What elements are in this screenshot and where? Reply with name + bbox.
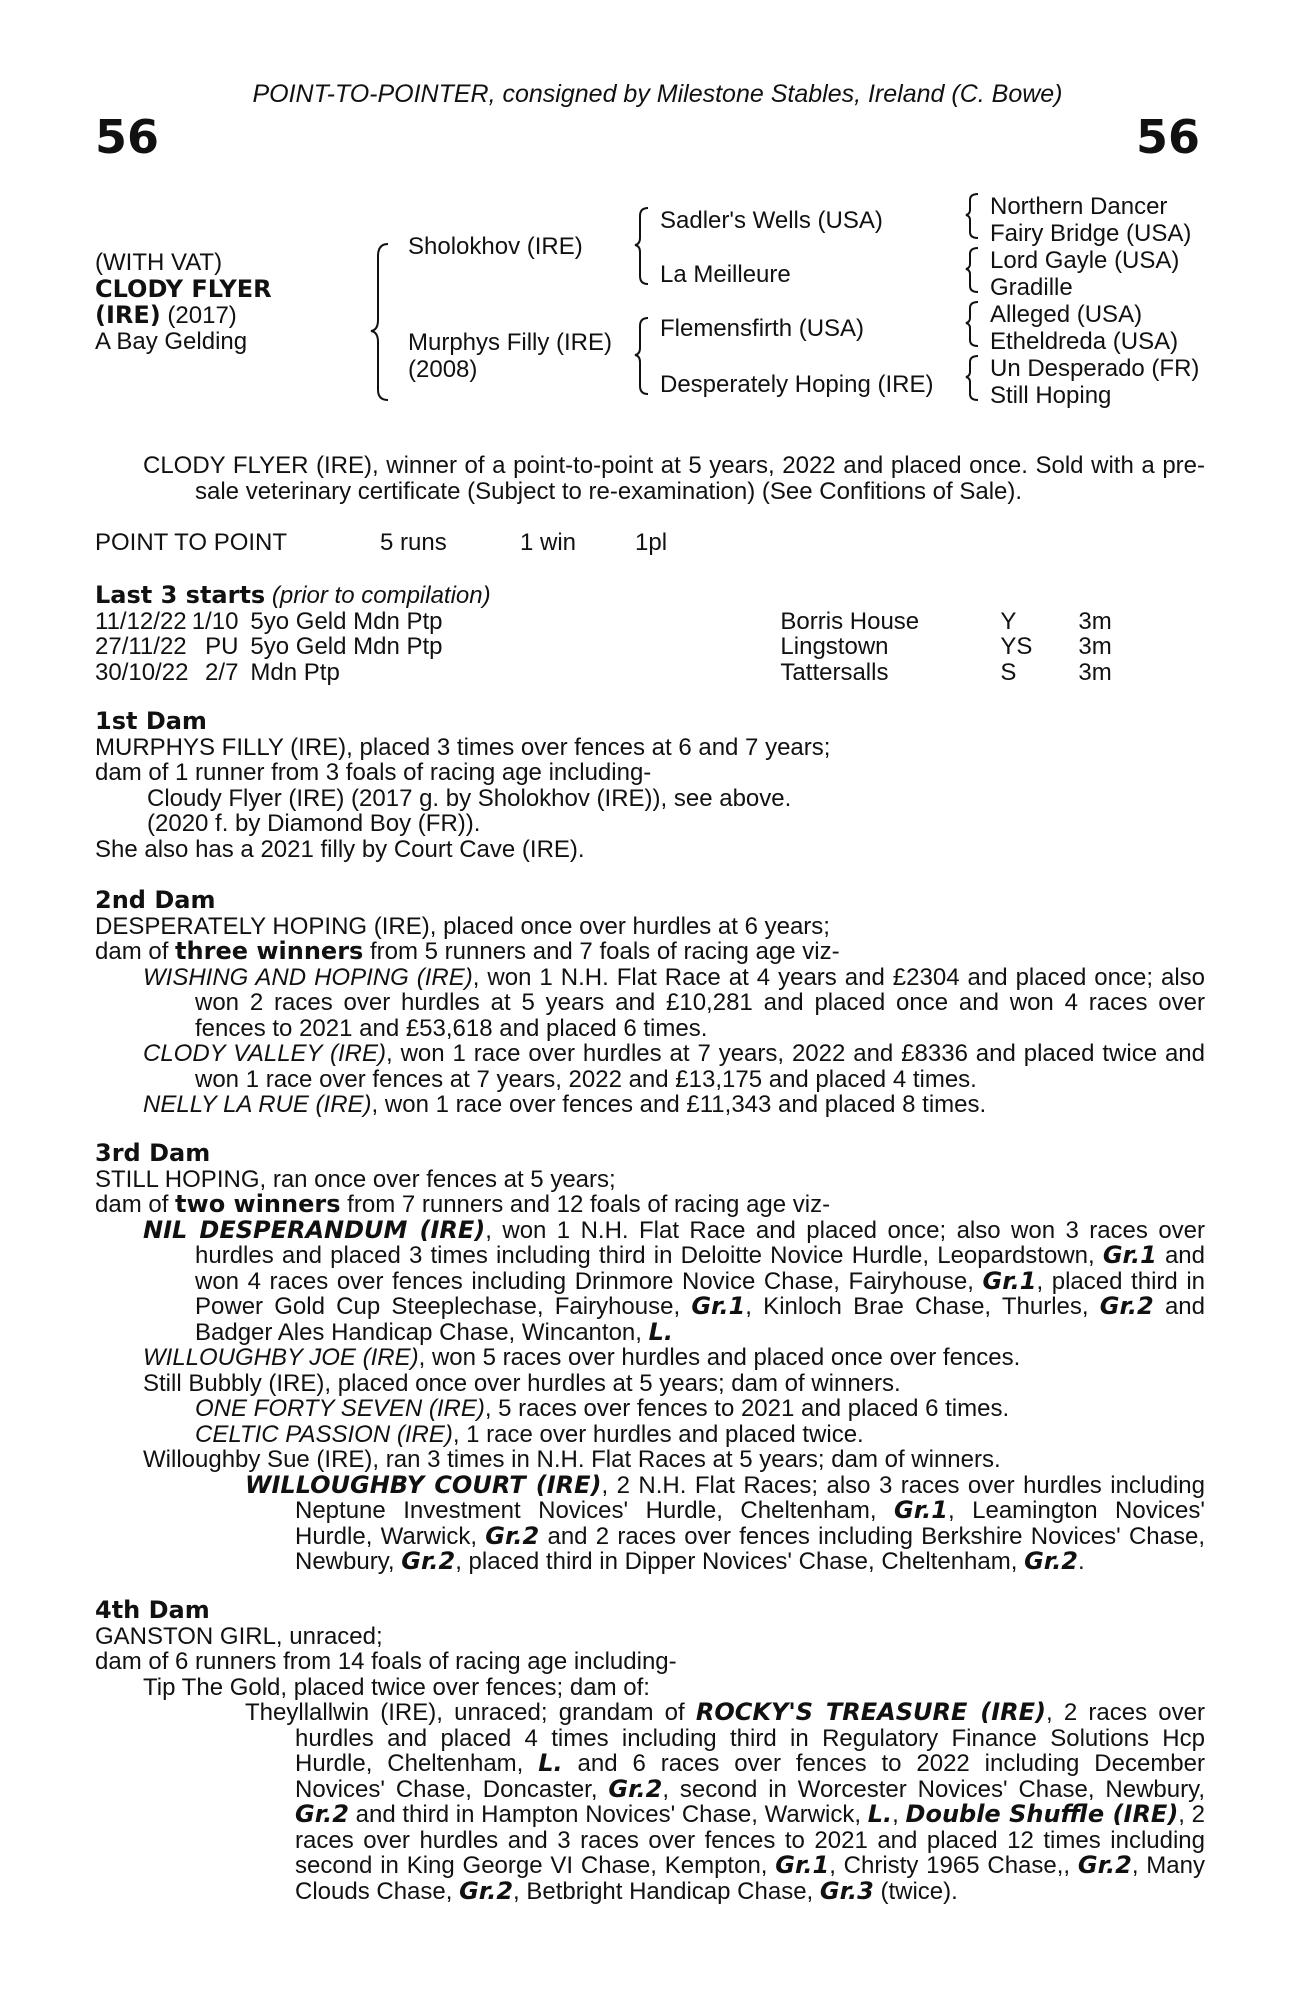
start-course: Lingstown: [780, 633, 889, 660]
start-position: PU: [205, 633, 239, 660]
horse-year: (2017): [167, 302, 237, 329]
third-dam-section: [95, 1141, 1205, 1575]
progeny-record: , 1 race over hurdles and placed twice.: [452, 1420, 864, 1448]
grand-progeny-entry: [95, 1396, 1205, 1422]
progeny-name: WISHING AND HOPING (IRE): [143, 963, 473, 991]
grade-badge: L.: [538, 1749, 563, 1777]
text-fragment: , Christy 1965 Chase,,: [829, 1852, 1078, 1879]
pedigree-brace-g1: [966, 194, 978, 238]
race-record: [95, 530, 667, 556]
pedigree-brace-main: [371, 244, 388, 400]
grade-badge: Gr.1: [1102, 1241, 1157, 1269]
progeny-name: CLODY VALLEY (IRE): [143, 1040, 387, 1067]
pedigree-dam: Murphys Filly (IRE): [408, 329, 613, 356]
third-dam-line: [95, 1192, 1205, 1218]
table-row: [95, 660, 1112, 686]
horse-description: A Bay Gelding: [95, 328, 248, 355]
progeny-entry: [95, 965, 1205, 1042]
text-fragment: Theyllallwin (IRE), unraced; grandam of: [245, 1699, 696, 1726]
first-dam-section: [95, 709, 1205, 862]
start-date: 27/11/22: [95, 633, 187, 660]
first-dam-line: Cloudy Flyer (IRE) (2017 g. by Sholokhov (IRE)), see above.: [147, 784, 792, 812]
summary-text: CLODY FLYER (IRE), winner of a point-to-point at 5 years, 2022 and placed once. Sold with a pre-sale veterinary certificate (Subject to re-examination) (See Confitions of Sale).: [143, 452, 1205, 505]
grand-progeny-entry: [95, 1700, 1205, 1904]
vat-note: (WITH VAT): [95, 249, 223, 276]
last-starts-title: Last 3 starts: [95, 581, 266, 609]
winners-count: three winners: [175, 937, 364, 965]
pedigree-g4: Gradille: [990, 274, 1073, 301]
text-fragment: and third in Hampton Novices' Chase, Warwick,: [348, 1801, 868, 1828]
start-date: 11/12/22: [95, 607, 187, 635]
start-race: Mdn Ptp: [250, 658, 340, 686]
last-starts-section: [95, 583, 1205, 685]
start-course: Borris House: [780, 607, 920, 635]
progeny-record: , 5 races over fences to 2021 and placed 6 times.: [484, 1395, 1010, 1422]
start-race: 5yo Geld Mdn Ptp: [250, 607, 443, 635]
summary-section: [95, 453, 1205, 504]
text-fragment: , Betbright Handicap Chase,: [513, 1877, 820, 1905]
text-fragment: ,: [892, 1801, 906, 1828]
fourth-dam-line: GANSTON GIRL, unraced;: [95, 1622, 383, 1650]
text-fragment: , won 1 N.H. Flat Race and placed once; also won 3 races over hurdles and placed 3 times including third in Deloitte Novice Hurdle, Leopardstown,: [195, 1216, 1206, 1269]
start-going: Y: [1000, 607, 1017, 635]
pedigree-g6: Etheldreda (USA): [990, 328, 1179, 355]
text-fragment: from 7 runners and 12 foals of racing age viz-: [340, 1191, 831, 1218]
pedigree-g5: Alleged (USA): [990, 301, 1143, 328]
third-dam-heading: 3rd Dam: [95, 1139, 211, 1167]
pedigree-brace-g2: [966, 248, 978, 292]
fourth-dam-line: dam of 6 runners from 14 foals of racing age including-: [95, 1648, 677, 1675]
grade-badge: Gr.2: [608, 1774, 663, 1803]
second-dam-heading: 2nd Dam: [95, 886, 216, 914]
progeny-record: , won 1 race over hurdles at 7 years, 2022 and £8336 and placed twice and won 1 race over fences at 7 years, 2022 and £13,175 and placed 4 times.: [195, 1040, 1205, 1093]
pedigree-g8: Still Hoping: [990, 382, 1112, 409]
progeny-name: NELLY LA RUE (IRE): [143, 1091, 372, 1118]
text-fragment: , 2 N.H. Flat Races; also 3 races over hurdles including Neptune Investment Novices' Hurdle, Cheltenham,: [295, 1471, 1205, 1524]
record-placed: 1pl: [635, 529, 668, 556]
progeny-entry: Still Bubbly (IRE), placed once over hurdles at 5 years; dam of winners.: [143, 1369, 901, 1397]
progeny-entry: Willoughby Sue (IRE), ran 3 times in N.H. Flat Races at 5 years; dam of winners.: [143, 1446, 1001, 1473]
pedigree-brace-dam: [635, 318, 648, 394]
record-wins: 1 win: [520, 529, 577, 556]
start-position: 2/7: [205, 658, 239, 686]
text-fragment: , Many Clouds Chase,: [295, 1852, 1205, 1905]
text-fragment: dam of: [95, 1191, 176, 1218]
grand-progeny-entry: [95, 1422, 1205, 1448]
progeny-entry: [95, 1041, 1205, 1092]
start-distance: 3m: [1078, 633, 1112, 660]
record-label: POINT TO POINT: [95, 529, 288, 556]
text-fragment: , Leamington Novices' Hurdle, Warwick,: [295, 1497, 1205, 1550]
grade-badge: Gr.2: [295, 1800, 349, 1828]
pedigree-brace-sire: [635, 208, 648, 284]
second-dam-line: [95, 939, 1205, 965]
winners-count: two winners: [175, 1190, 341, 1218]
progeny-record: , won 1 race over fences and £11,343 and placed 8 times.: [371, 1091, 987, 1118]
table-row: [95, 634, 1112, 660]
horse-name: CLODY FLYER: [95, 275, 272, 303]
progeny-name: WILLOUGHBY JOE (IRE): [143, 1344, 419, 1371]
text-fragment: , placed third in Dipper Novices' Chase, Cheltenham,: [455, 1548, 1025, 1575]
grade-badge: Gr.2: [459, 1876, 514, 1905]
catalogue-header: POINT-TO-POINTER, consigned by Milestone Stables, Ireland (C. Bowe): [252, 80, 1063, 108]
grade-badge: Gr.2: [1099, 1292, 1154, 1320]
start-distance: 3m: [1078, 607, 1112, 635]
grade-badge: Gr.3: [819, 1876, 874, 1905]
pedigree-g1: Northern Dancer: [990, 193, 1168, 220]
fourth-dam-heading: 4th Dam: [95, 1596, 210, 1624]
grade-badge: L.: [867, 1800, 893, 1828]
grade-badge: Gr.1: [982, 1266, 1037, 1295]
start-distance: 3m: [1078, 658, 1112, 686]
grade-badge: Gr.2: [1077, 1851, 1132, 1879]
text-fragment: and Badger Ales Handicap Chase, Wincanton,: [195, 1293, 1205, 1346]
record-runs: 5 runs: [380, 529, 447, 556]
pedigree-dam-year: (2008): [408, 356, 478, 383]
grade-badge: L.: [648, 1317, 674, 1346]
progeny-entry: [95, 1345, 1205, 1371]
progeny-record: , won 5 races over hurdles and placed once over fences.: [418, 1344, 1021, 1371]
text-fragment: and won 4 races over fences including Drinmore Novice Chase, Fairyhouse,: [195, 1242, 1205, 1295]
pedigree-sire-dam: La Meilleure: [660, 261, 791, 288]
progeny-entry: [95, 1092, 1205, 1118]
start-race: 5yo Geld Mdn Ptp: [250, 633, 443, 660]
start-date: 30/10/22: [95, 658, 189, 686]
table-row: [95, 609, 1112, 635]
progeny-name: NIL DESPERANDUM (IRE): [143, 1215, 486, 1244]
text-fragment: dam of: [95, 938, 176, 965]
first-dam-line: She also has a 2021 filly by Court Cave (IRE).: [95, 835, 585, 863]
grade-badge: Gr.2: [1024, 1547, 1079, 1575]
last-starts-note: (prior to compilation): [271, 582, 491, 609]
third-dam-line: STILL HOPING, ran once over fences at 5 years;: [95, 1165, 616, 1193]
text-fragment: , placed third in Power Gold Cup Steeplechase, Fairyhouse,: [195, 1267, 1206, 1320]
text-fragment: and 2 races over fences including Berkshire Novices' Chase, Newbury,: [295, 1522, 1205, 1575]
grand-progeny-entry: [95, 1470, 1205, 1575]
pedigree-sire: Sholokhov (IRE): [408, 233, 583, 260]
lot-number-left: 56: [95, 110, 160, 164]
progeny-record: , won 1 N.H. Flat Race at 4 years and £2304 and placed once; also won 2 races over hurdles at 5 years and £10,281 and placed once and won 4 races over fences to 2021 and £53,618 and placed 6 times.: [195, 963, 1206, 1042]
pedigree-brace-g3: [966, 302, 978, 346]
grade-badge: Gr.2: [401, 1547, 456, 1575]
progeny-entry: Tip The Gold, placed twice over fences; dam of:: [143, 1673, 650, 1701]
progeny-entry: [95, 1215, 1206, 1346]
text-fragment: .: [1078, 1548, 1085, 1575]
start-going: YS: [1000, 633, 1033, 660]
pedigree-g7: Un Desperado (FR): [990, 355, 1200, 382]
first-dam-line: (2020 f. by Diamond Boy (FR)).: [147, 810, 481, 837]
start-position: 1/10: [191, 607, 239, 635]
last-starts-table: [95, 609, 1112, 686]
text-fragment: , 2 races over hurdles and 3 races over fences to 2021 and placed 12 times including second in King George VI Chase, Kempton,: [295, 1801, 1206, 1879]
text-fragment: and 6 races over fences to 2022 including December Novices' Chase, Doncaster,: [295, 1750, 1205, 1803]
grade-badge: Gr.2: [485, 1521, 540, 1550]
pedigree-sire-sire: Sadler's Wells (USA): [660, 207, 883, 234]
progeny-name: ONE FORTY SEVEN (IRE): [195, 1395, 485, 1422]
start-course: Tattersalls: [780, 658, 889, 686]
grade-badge: Gr.1: [691, 1292, 746, 1320]
progeny-name: ROCKY'S TREASURE (IRE): [695, 1698, 1046, 1726]
grade-badge: Gr.1: [894, 1496, 948, 1524]
progeny-name: CELTIC PASSION (IRE): [195, 1420, 453, 1448]
horse-country: (IRE): [95, 301, 161, 329]
pedigree-brace-g4: [966, 356, 978, 400]
text-fragment: , second in Worcester Novices' Chase, Newbury,: [662, 1775, 1205, 1803]
progeny-name: WILLOUGHBY COURT (IRE): [245, 1470, 602, 1499]
second-dam-section: [95, 888, 1205, 1118]
pedigree-dam-sire: Flemensfirth (USA): [660, 315, 865, 342]
text-fragment: , 2 races over hurdles and placed 4 times including third in Regulatory Finance Solutions Hcp Hurdle, Cheltenham,: [295, 1699, 1205, 1777]
second-dam-line: DESPERATELY HOPING (IRE), placed once over hurdles at 6 years;: [95, 912, 830, 940]
first-dam-line: MURPHYS FILLY (IRE), placed 3 times over fences at 6 and 7 years;: [95, 733, 831, 761]
first-dam-line: dam of 1 runner from 3 foals of racing age including-: [95, 759, 652, 786]
pedigree-dam-dam: Desperately Hoping (IRE): [660, 371, 934, 398]
pedigree-g2: Fairy Bridge (USA): [990, 220, 1192, 247]
text-fragment: (twice).: [873, 1877, 958, 1905]
grade-badge: Gr.1: [775, 1851, 830, 1879]
text-fragment: from 5 runners and 7 foals of racing age viz-: [363, 938, 840, 965]
progeny-name: Double Shuffle (IRE): [905, 1800, 1179, 1828]
start-going: S: [1000, 658, 1017, 686]
pedigree-g3: Lord Gayle (USA): [990, 247, 1180, 274]
fourth-dam-section: [95, 1598, 1205, 1904]
text-fragment: , Kinloch Brae Chase, Thurles,: [745, 1293, 1100, 1320]
lot-number-right: 56: [1135, 110, 1200, 164]
first-dam-heading: 1st Dam: [95, 707, 207, 735]
